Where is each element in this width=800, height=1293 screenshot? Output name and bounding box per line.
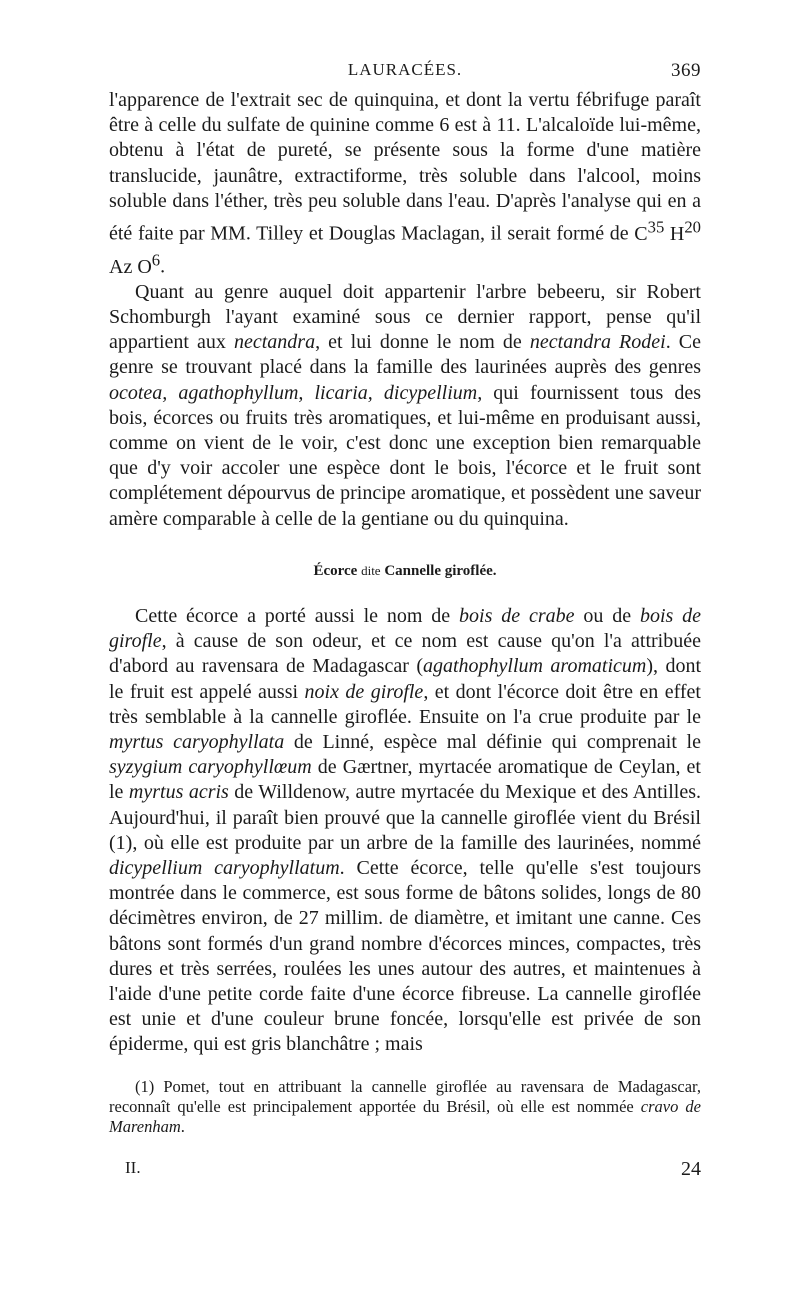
- taxon-name: dicypellium caryophyllatum: [109, 857, 340, 880]
- taxon-name: ocotea, agathophyllum, licaria, dicypellium,: [109, 381, 483, 404]
- taxon-name: nectandra: [233, 331, 316, 354]
- taxon-name: myrtus acris: [128, 781, 229, 804]
- footnote: [109, 1077, 701, 1137]
- section-paragraph: Cette écorce a porté aussi le nom de bois de crabe ou de bois de girofle, à cause de son odeur, et ce nom est cause qu'on l'a attribuée d'abord au ravensara de Madagascar (agathophyllum aromaticum), dont le fruit est appelé aussi noix de girofle, et dont l'écorce doit être en effet très semblable à la cannelle giroflée. Ensuite on l'a crue produite par le myrtus caryophyllata de Linné, espèce mal définie qui comprenait le syzygium caryophyllœum de Gærtner, myrtacée aromatique de Ceylan, et le myrtus acris de Willdenow, autre myrtacée du Mexique et des Antilles. Aujourd'hui, il paraît bien prouvé que la cannelle giroflée vient du Brésil (1), où elle est produite par un arbre de la famille des laurinées, nommé dicypellium caryophyllatum. Cette écorce, telle qu'elle s'est toujours montrée dans le commerce, est sous forme de bâtons solides, longs de 80 décimètres environ, de 27 millim. de diamètre, et imitant une canne. Ces bâtons sont formés d'un grand nombre d'écorces minces, compactes, très dures et très serrées, roulées les unes autour des autres, et maintenues à l'aide d'une petite corde faite d'une écorce fibreuse. La cannelle giroflée est unie et d'une couleur brune foncée, lorsqu'elle est privée de son épiderme, qui est gris blanchâtre ; mais: [109, 605, 702, 1056]
- taxon-name: agathophyllum aromaticum: [422, 655, 647, 678]
- section-heading: Écorce dite Cannelle giroflée.: [313, 563, 497, 579]
- taxon-name: bois de girofle: [109, 605, 702, 653]
- page-number: 369: [671, 60, 701, 81]
- section-text: [109, 604, 701, 1058]
- taxon-name: cravo de Marenham: [109, 1097, 701, 1136]
- running-head: [109, 60, 701, 84]
- paragraph-2: Quant au genre auquel doit appartenir l'arbre bebeeru, sir Robert Schomburgh l'ayant examiné sous ce dernier rapport, pense qu'il appartient aux nectandra, et lui donne le nom de nectandra Rodei. Ce genre se trouvant placé dans la famille des laurinées auprès des genres ocotea, agathophyllum, licaria, dicypellium, qui fournissent tous des bois, écorces ou fruits très aromatiques, et lui-même en produisant aussi, comme on vient de le voir, c'est donc une exception bien remarquable que d'y voir accoler une espèce dont le bois, l'écorce et le fruit sont complétement dépourvus de principe aromatique, et possèdent une saveur amère comparable à celle de la gentiane ou du quinquina.: [109, 280, 702, 530]
- volume-mark: II.: [125, 1158, 141, 1177]
- paragraph-1: l'apparence de l'extrait sec de quinquina, et dont la vertu fébrifuge paraît être à celle du sulfate de quinine comme 6 est à 11. L'alcaloïde lui-même, obtenu à l'état de pureté, se présente sous la forme d'une matière translucide, jaunâtre, extractiforme, très soluble dans l'alcool, moins soluble dans l'éther, très peu soluble dans l'eau. D'après l'analyse qui en a été faite par MM. Tilley et Douglas Maclagan, il serait formé de $C^{35}$ $H^{20}$ Az $O^6$.: [109, 89, 701, 278]
- sheet-signature: 24: [681, 1158, 701, 1180]
- taxon-name: bois de crabe: [459, 605, 575, 627]
- body-text: [109, 88, 701, 532]
- taxon-name: myrtus caryophyllata: [109, 731, 285, 754]
- signature-line: [125, 1158, 701, 1182]
- taxon-name: syzygium caryophyllœum: [109, 756, 312, 779]
- formula: $C^{35}$ $H^{20}$ Az $O^6$: [109, 217, 701, 278]
- taxon-name: noix de girofle: [304, 680, 424, 703]
- taxon-name: nectandra Rodei: [529, 331, 666, 354]
- paragraph-1-text: l'apparence de l'extrait sec de quinquina, et dont la vertu fébrifuge paraît être à celle du sulfate de quinine comme 6 est à 11. L'alcaloïde lui-même, obtenu à l'état de pureté, se présente sous la forme d'une matière translucide, jaunâtre, extractiforme, très soluble dans l'alcool, moins soluble dans l'éther, très peu soluble dans l'eau. D'après l'analyse qui en a été faite par MM. Tilley et Douglas Maclagan, il serait formé de: [109, 89, 701, 245]
- footnote-text: (1) Pomet, tout en attribuant la cannelle giroflée au ravensara de Madagascar, reconnaît qu'elle est principalement apportée du Brésil, où elle est nommée cravo de Marenham.: [109, 1077, 701, 1136]
- running-title: LAURACÉES.: [347, 60, 463, 79]
